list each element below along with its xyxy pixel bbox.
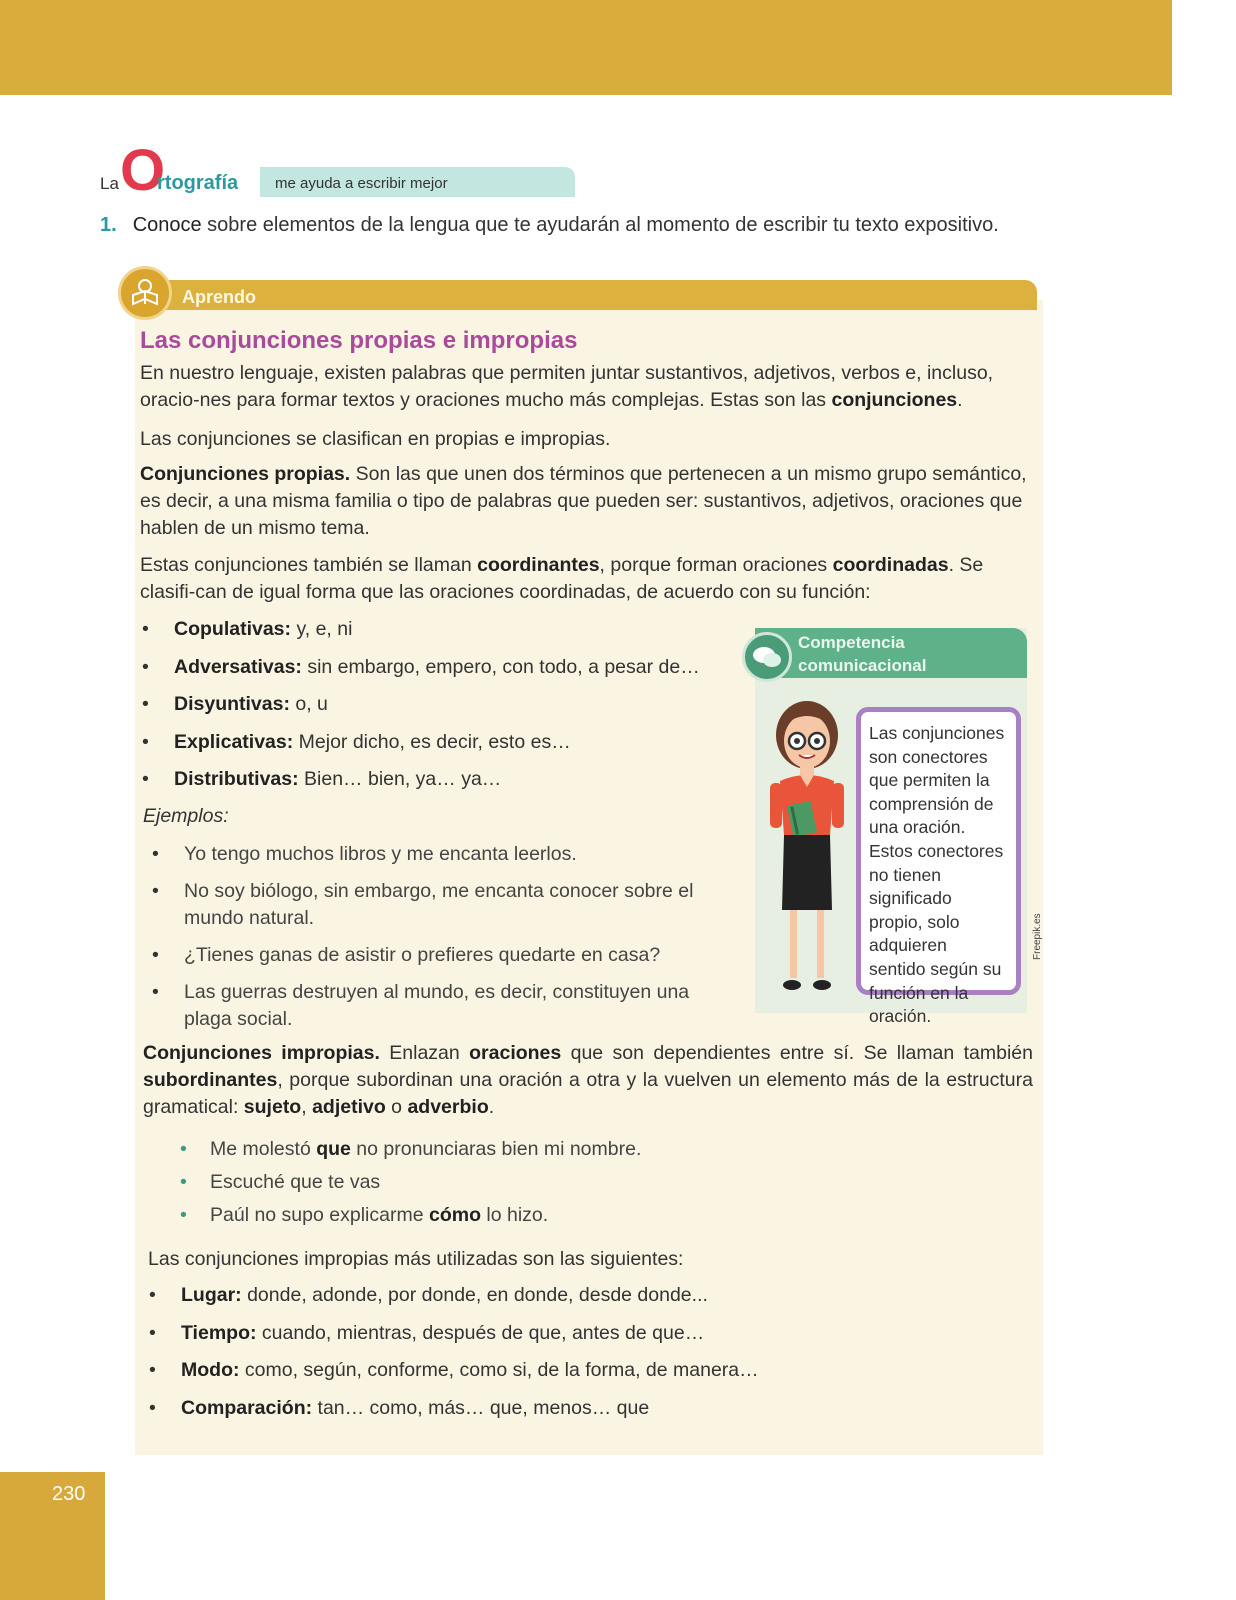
- example-bold: cómo: [428, 1204, 481, 1226]
- coord-t1: Estas conjunciones también se llaman: [140, 554, 478, 576]
- impropias-bold: Conjunciones impropias.: [143, 1042, 380, 1064]
- page-title: Las conjunciones propias e impropias: [140, 327, 578, 354]
- propias-types-list: [174, 618, 700, 806]
- type-label: Tiempo:: [181, 1321, 257, 1344]
- intro-paragraph: [140, 360, 1030, 414]
- impropias-paragraph: [143, 1040, 1033, 1121]
- intro-end: .: [957, 389, 963, 411]
- type-value: Mejor dicho, es decir, esto es…: [293, 730, 571, 753]
- type-value: y, e, ni: [291, 618, 353, 640]
- propias-text: Son las que unen dos términos que pertenecen a un mismo grupo semántico, es decir, a una misma familia o tipo de palabras que pueden ser: sustantivos, adjetivos, oraciones que hablen de un mismo tema.: [140, 463, 1027, 539]
- impropias-types-list: [181, 1284, 759, 1434]
- type-label: Disyuntivas:: [174, 693, 290, 715]
- instruction-text: sobre elementos de la lengua que te ayudarán al momento de escribir tu texto expositivo.: [201, 214, 999, 236]
- example-bold: que: [316, 1138, 351, 1160]
- speech-bubbles-icon: [742, 632, 792, 682]
- propias-paragraph: [140, 461, 1030, 542]
- example-pre: Me molestó: [210, 1138, 317, 1160]
- list-item: • No soy biólogo, sin embargo, me encanta conocer sobre el mundo natural.: [184, 878, 704, 932]
- type-value: tan… como, más… que, menos… que: [312, 1396, 650, 1419]
- type-value: sin embargo, empero, con todo, a pesar de…: [301, 655, 700, 678]
- list-item: [174, 656, 700, 694]
- list-item: [210, 1204, 641, 1237]
- imp-b3: sujeto: [243, 1096, 302, 1118]
- type-value: Bien… bien, ya… ya…: [298, 768, 502, 790]
- competencia-label: [798, 631, 926, 677]
- type-label: Copulativas:: [174, 618, 292, 640]
- imp-t4: ,: [301, 1096, 313, 1118]
- type-label: Explicativas:: [174, 730, 294, 753]
- list-item: [210, 1171, 641, 1204]
- example-pre: Paúl no supo explicarme: [210, 1204, 429, 1226]
- intro-bold: conjunciones: [831, 389, 958, 411]
- type-value: o, u: [289, 693, 328, 715]
- reading-person-icon: [118, 266, 172, 320]
- teacher-illustration: [760, 695, 855, 1000]
- impropias-intro: Las conjunciones impropias más utilizadas son las siguientes:: [148, 1248, 684, 1270]
- imp-t1: Enlazan: [379, 1042, 470, 1064]
- list-item: [174, 731, 700, 769]
- page-number: 230: [52, 1483, 86, 1505]
- instruction: [100, 214, 999, 237]
- image-credit: Freepik.es: [1032, 913, 1043, 960]
- list-item: [210, 1138, 641, 1171]
- imp-t6: .: [488, 1096, 495, 1118]
- example-post: no pronunciaras bien mi nombre.: [350, 1138, 642, 1160]
- example-post: lo hizo.: [480, 1204, 549, 1226]
- type-label: Lugar:: [181, 1284, 242, 1306]
- example-pre: Escuché que te vas: [210, 1171, 381, 1193]
- examples-label: Ejemplos:: [143, 805, 229, 827]
- list-item: [181, 1359, 759, 1397]
- instruction-verb: Conoce: [132, 214, 202, 236]
- coord-b2: coordinadas: [832, 554, 949, 576]
- type-value: como, según, conforme, como si, de la forma, de manera…: [239, 1359, 759, 1381]
- impropias-examples-list: [210, 1138, 641, 1237]
- list-item: [181, 1284, 759, 1322]
- imp-b1: oraciones: [469, 1042, 562, 1064]
- classify-paragraph: Las conjunciones se clasifican en propias e impropias.: [140, 428, 611, 450]
- aprendo-bar: [152, 280, 1037, 310]
- competencia-label-line2: comunicacional: [798, 656, 927, 675]
- imp-b2: subordinantes: [143, 1069, 278, 1091]
- coord-t3: . Se clasifi-can de igual forma que las oraciones coordinadas, de acuerdo con su función:: [140, 554, 984, 603]
- imp-t3: , porque subordinan una oración a otra y la vuelven un elemento más de la estructura gramatical:: [143, 1069, 1033, 1118]
- type-label: Adversativas:: [174, 655, 302, 678]
- list-item: • Yo tengo muchos libros y me encanta leerlos.: [184, 841, 704, 868]
- section-big-letter: O: [120, 138, 166, 203]
- list-item: [174, 693, 700, 731]
- intro-text: En nuestro lenguaje, existen palabras que permiten juntar sustantivos, adjetivos, verbos e, incluso, oracio-nes para formar textos y oraciones mucho más complejas. Estas son las: [140, 362, 994, 411]
- propias-bold: Conjunciones propias.: [140, 463, 351, 485]
- list-item: [181, 1397, 759, 1435]
- imp-b4: adjetivo: [312, 1096, 386, 1118]
- imp-b5: adverbio: [407, 1096, 489, 1118]
- list-item: [174, 768, 700, 806]
- type-label: Modo:: [181, 1359, 240, 1381]
- top-color-band: [0, 0, 1172, 95]
- list-item: • ¿Tienes ganas de asistir o prefieres quedarte en casa?: [184, 942, 704, 969]
- type-label: Comparación:: [181, 1396, 313, 1419]
- type-value: donde, adonde, por donde, en donde, desde donde...: [241, 1284, 708, 1306]
- imp-t2: que son dependientes entre sí. Se llaman también: [561, 1042, 1033, 1064]
- list-item: [181, 1322, 759, 1360]
- examples-list: [184, 841, 704, 1033]
- competencia-label-line1: Competencia: [798, 633, 905, 652]
- section-name: rtografía: [157, 172, 239, 194]
- section-prefix: La: [100, 174, 119, 193]
- section-header: [100, 138, 480, 203]
- list-item: [174, 618, 700, 656]
- coord-b1: coordinantes: [477, 554, 600, 576]
- instruction-number: 1.: [100, 214, 117, 236]
- type-value: cuando, mientras, después de que, antes de que…: [256, 1321, 705, 1344]
- imp-t5: o: [385, 1096, 408, 1118]
- competencia-speech-box: Las conjunciones son conectores que permiten la comprensión de una oración. Estos conectores no tienen significado propio, solo adquieren sentido según su función en la oración.: [856, 707, 1021, 995]
- coordinantes-paragraph: [140, 552, 1030, 606]
- section-subtitle: me ayuda a escribir mejor: [275, 175, 448, 192]
- type-label: Distributivas:: [174, 768, 299, 790]
- list-item: • Las guerras destruyen al mundo, es decir, constituyen una plaga social.: [184, 979, 704, 1033]
- coord-t2: , porque forman oraciones: [599, 554, 833, 576]
- aprendo-label: Aprendo: [182, 287, 256, 307]
